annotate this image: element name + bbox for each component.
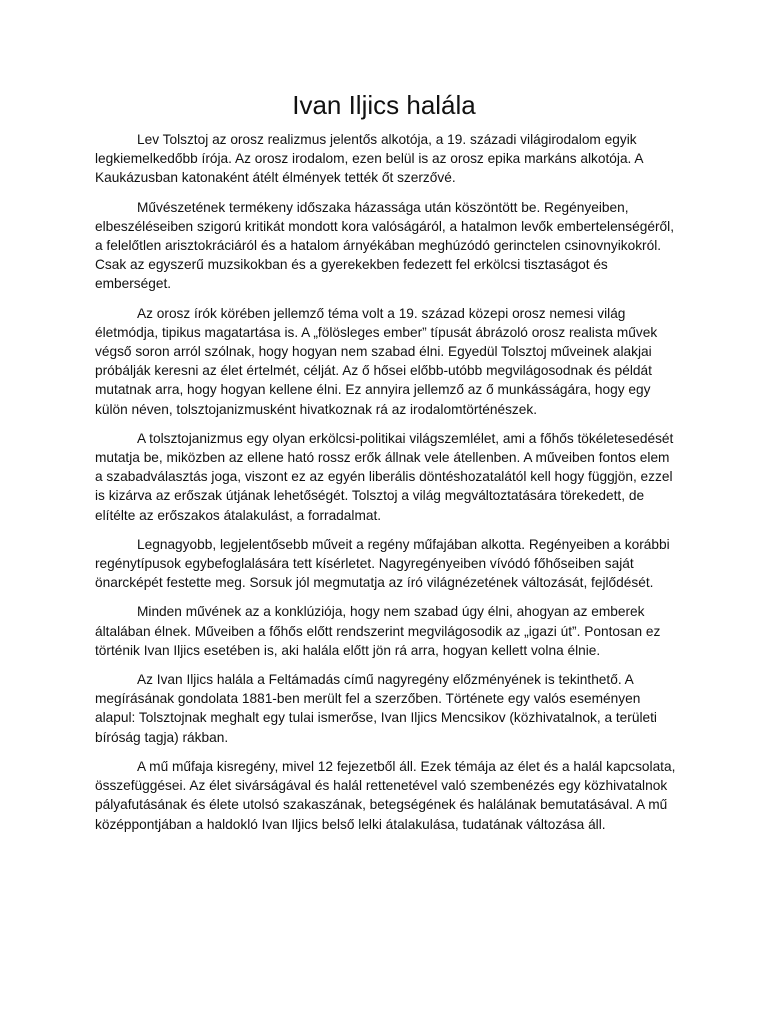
- paragraph-4: A tolsztojanizmus egy olyan erkölcsi-politikai világszemlélet, ami a főhős tökéletesedését mutatja be, miközben az ellene ható rossz erők állnak vele átellenben. A műveiben fontos elem a szabadválasztás joga, viszont ez az egyén liberális döntéshozatalától kell hogy függjön, ezzel is kizárva az erőszak útjának lehetőségét. Tolsztoj a világ megváltoztatására törekedett, de elítélte az erőszakos átalakulást, a forradalmat.: [95, 430, 674, 523]
- paragraph-2: Művészetének termékeny időszaka házassága után köszöntött be. Regényeiben, elbeszéléseiben szigorú kritikát mondott kora valóságáról, a hatalmon levők embertelenségéről, a felelőtlen arisztokráciáról és a hatalom árnyékában meghúzódó gerinctelen csinovnyikokról. Csak az egyszerű muzsikokban és a gyerekekben fedezett fel erkölcsi tisztaságot és emberséget.: [95, 199, 674, 292]
- paragraph-6: Minden művének az a konklúziója, hogy nem szabad úgy élni, ahogyan az emberek általában élnek. Műveiben a főhős előtt rendszerint megvilágosodik az „igazi út”. Pontosan ez történik Ivan Iljics esetében is, aki halála előtt jön rá arra, hogyan kellett volna élnie.: [95, 604, 661, 658]
- paragraph-3: Az orosz írók körében jellemző téma volt a 19. század közepi orosz nemesi világ életmódja, tipikus magatartása is. A „fölösleges ember” típusát ábrázoló orosz realista művek végső soron arról szólnak, hogy hogyan nem szabad élni. Egyedül Tolsztoj műveinek alakjai próbálják keresni az élet értelmét, célját. Az ő hősei előbb-utóbb megvilágosodnak és példát mutatnak arra, hogy hogyan kellene élni. Ez annyira jellemző az ő munkásságára, hogy egy külön néven, tolsztojanizmusként hivatkoznak rá az irodalomtörténészek.: [95, 305, 658, 417]
- paragraph-7: Az Ivan Iljics halála a Feltámadás című nagyregény előzményének is tekinthető. A megírásának gondolata 1881-ben merült fel a szerzőben. Története egy valós eseményen alapul: Tolsztojnak meghalt egy tulai ismerőse, Ivan Iljics Mencsikov (közhivatalnok, a területi bíróság tagja) rákban.: [95, 672, 657, 745]
- document-body: [95, 130, 680, 844]
- paragraph-5: Legnagyobb, legjelentősebb műveit a regény műfajában alkotta. Regényeiben a korábbi regénytípusok egybefoglalására tett kísérletet. Nagyregényeiben vívódó főhőseiben saját önarcképét festette meg. Sorsuk jól megmutatja az író világnézetének változását, fejlődését.: [95, 536, 670, 591]
- document-title: Ivan Iljics halála: [292, 90, 476, 120]
- paragraph-1: Lev Tolsztoj az orosz realizmus jelentős alkotója, a 19. századi világirodalom egyik legkiemelkedőbb írója. Az orosz irodalom, ezen belül is az orosz epika markáns alkotója. A Kaukázusban katonaként átélt élmények tették őt szerzővé.: [95, 132, 643, 186]
- paragraph-8: A mű műfaja kisregény, mivel 12 fejezetből áll. Ezek témája az élet és a halál kapcsolata, összefüggései. Az élet sivárságával és halál rettenetével való szembenézés egy közhivatalnok pályafutásának és élete utolsó szakaszának, betegségének és halálának bemutatásával. A mű középpontjában a haldokló Ivan Iljics belső lelki átalakulása, tudatának változása áll.: [95, 758, 676, 832]
